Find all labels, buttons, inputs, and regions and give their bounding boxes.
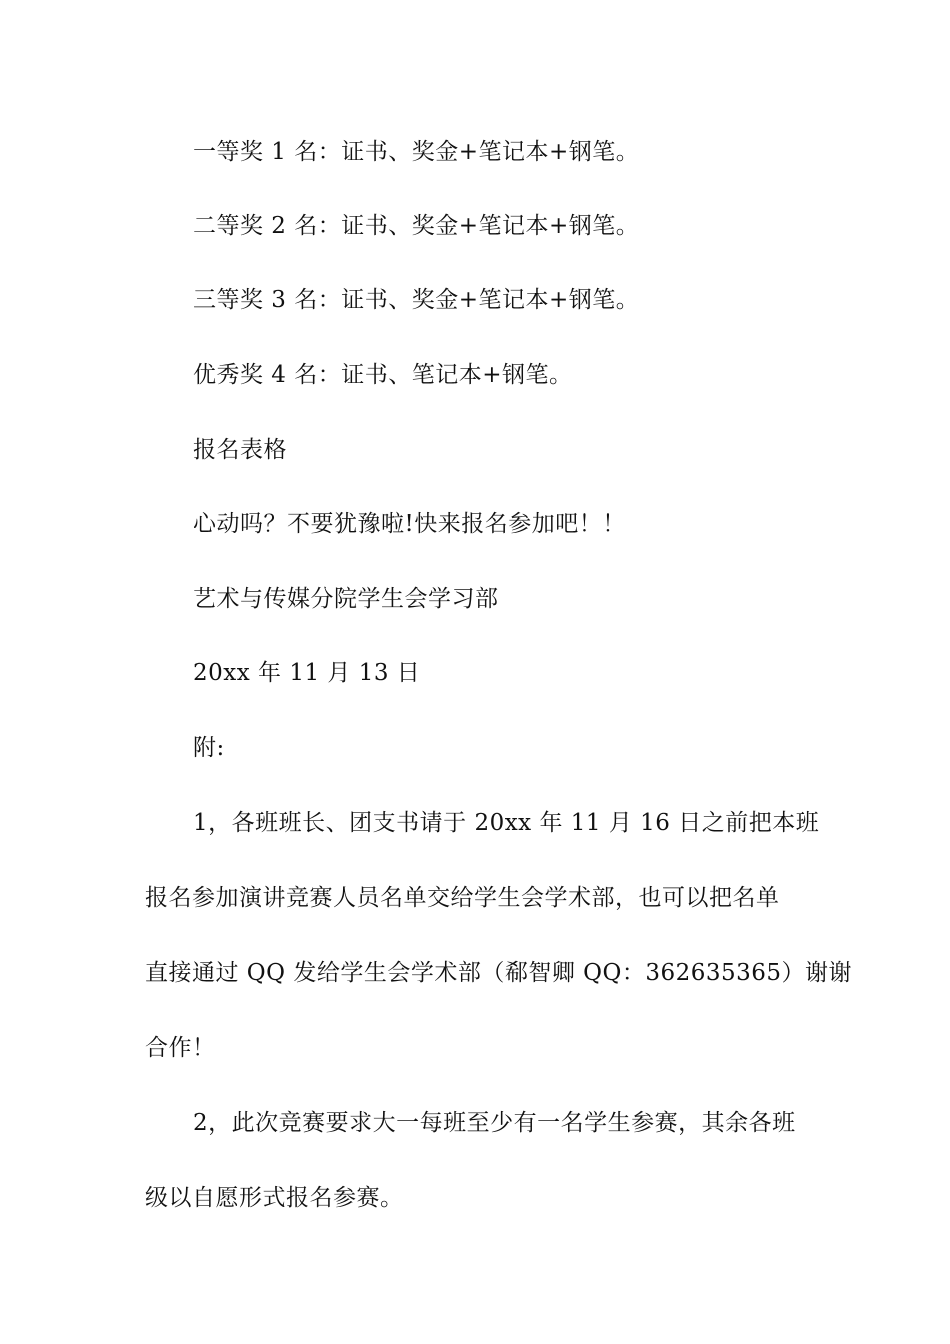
note2-line-1: 2，此次竞赛要求大一每班至少有一名学生参赛，其余各班 [193, 1110, 796, 1136]
note2-line-2: 级以自愿形式报名参赛。 [145, 1185, 404, 1211]
award-second-prize: 二等奖 2 名：证书、奖金+笔记本+钢笔。 [193, 213, 640, 239]
call-to-action: 心动吗？不要犹豫啦!快来报名参加吧！！ [193, 511, 626, 537]
award-excellence-prize: 优秀奖 4 名：证书、笔记本+钢笔。 [193, 362, 573, 388]
note1-line-2: 报名参加演讲竞赛人员名单交给学生会学术部，也可以把名单 [145, 885, 780, 911]
award-third-prize: 三等奖 3 名：证书、奖金+笔记本+钢笔。 [193, 287, 640, 313]
note1-line-4: 合作！ [145, 1035, 216, 1061]
note1-line-1: 1，各班班长、团支书请于 20xx 年 11 月 16 日之前把本班 [193, 810, 820, 836]
organizer: 艺术与传媒分院学生会学习部 [193, 586, 499, 612]
appendix-label: 附: [193, 735, 225, 761]
note1-line-3: 直接通过 QQ 发给学生会学术部（郗智卿 QQ：362635365）谢谢 [145, 960, 853, 986]
award-first-prize: 一等奖 1 名：证书、奖金+笔记本+钢笔。 [193, 139, 640, 165]
issue-date: 20xx 年 11 月 13 日 [193, 660, 421, 686]
form-title: 报名表格 [193, 437, 287, 463]
